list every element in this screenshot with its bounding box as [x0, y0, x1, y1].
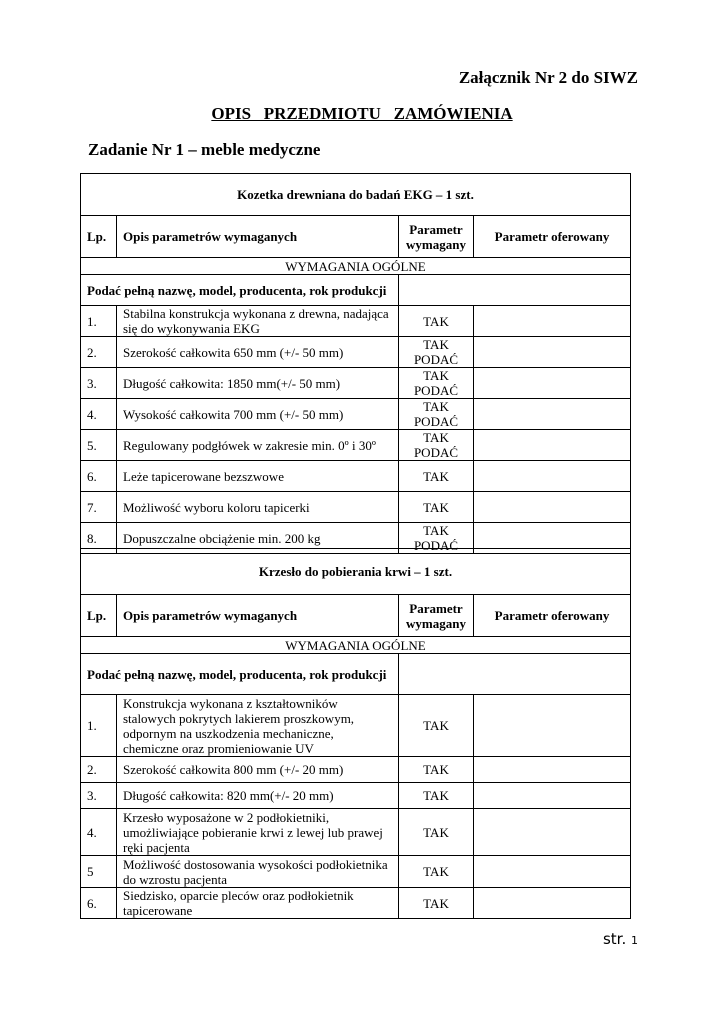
row-lp: 1.: [81, 695, 117, 757]
row-required-value: TAK: [399, 783, 474, 809]
row-required-value: TAK: [399, 461, 474, 492]
row-required-value: TAK: [399, 492, 474, 523]
row-lp: 4.: [81, 399, 117, 430]
col-header-required: Parametr wymagany: [399, 216, 474, 258]
table-row: [81, 368, 631, 399]
row-lp: 4.: [81, 809, 117, 856]
document-title: OPIS PRZEDMIOTU ZAMÓWIENIA: [211, 104, 513, 123]
row-description: Dopuszczalne obciążenie min. 200 kg: [117, 523, 399, 554]
row-lp: 6.: [81, 461, 117, 492]
row-description: Szerokość całkowita 800 mm (+/- 20 mm): [117, 757, 399, 783]
col-header-lp: Lp.: [81, 595, 117, 637]
table-row: [81, 492, 631, 523]
table-row: [81, 856, 631, 888]
requirements-table-krzeslo: [80, 548, 631, 919]
table-row: [81, 809, 631, 856]
row-offered-value[interactable]: [474, 695, 631, 757]
row-required-value: TAK PODAĆ: [399, 523, 474, 554]
row-offered-value[interactable]: [474, 888, 631, 919]
row-offered-value[interactable]: [474, 757, 631, 783]
row-required-value: TAK: [399, 695, 474, 757]
row-lp: 2.: [81, 337, 117, 368]
col-header-offered: Parametr oferowany: [474, 595, 631, 637]
table-row: [81, 399, 631, 430]
section-title: Kozetka drewniana do badań EKG – 1 szt.: [81, 174, 631, 216]
row-description: Konstrukcja wykonana z kształtowników stalowych pokrytych lakierem proszkowym, odpornym na uszkodzenia mechaniczne, chemiczne oraz promieniowanie UV: [117, 695, 399, 757]
row-lp: 8.: [81, 523, 117, 554]
requirements-table-kozetka: [80, 173, 631, 554]
row-offered-value[interactable]: [474, 306, 631, 337]
attachment-label: Załącznik Nr 2 do SIWZ: [458, 68, 638, 87]
row-lp: 7.: [81, 492, 117, 523]
row-description: Możliwość dostosowania wysokości podłokietnika do wzrostu pacjenta: [117, 856, 399, 888]
general-requirements-label: WYMAGANIA OGÓLNE: [81, 637, 631, 654]
section-title: Krzesło do pobierania krwi – 1 szt.: [81, 549, 631, 595]
row-description: Wysokość całkowita 700 mm (+/- 50 mm): [117, 399, 399, 430]
row-lp: 2.: [81, 757, 117, 783]
page-prefix: str.: [602, 930, 627, 948]
row-offered-value[interactable]: [474, 783, 631, 809]
row-description: Regulowany podgłówek w zakresie min. 0º i 30º: [117, 430, 399, 461]
task-heading: Zadanie Nr 1 – meble medyczne: [88, 140, 321, 159]
table-row: [81, 461, 631, 492]
provide-details-value[interactable]: [399, 275, 631, 306]
row-offered-value[interactable]: [474, 337, 631, 368]
row-offered-value[interactable]: [474, 809, 631, 856]
row-offered-value[interactable]: [474, 430, 631, 461]
row-lp: 5.: [81, 430, 117, 461]
row-description: Długość całkowita: 820 mm(+/- 20 mm): [117, 783, 399, 809]
general-requirements-label: WYMAGANIA OGÓLNE: [81, 258, 631, 275]
table-row: [81, 430, 631, 461]
table-row: [81, 783, 631, 809]
col-header-desc: Opis parametrów wymaganych: [117, 595, 399, 637]
table-row: [81, 337, 631, 368]
row-lp: 3.: [81, 368, 117, 399]
row-offered-value[interactable]: [474, 399, 631, 430]
provide-details-value[interactable]: [399, 654, 631, 695]
provide-details-label: Podać pełną nazwę, model, producenta, rok produkcji: [81, 275, 399, 306]
row-lp: 6.: [81, 888, 117, 919]
col-header-required: Parametr wymagany: [399, 595, 474, 637]
provide-details-label: Podać pełną nazwę, model, producenta, rok produkcji: [81, 654, 399, 695]
row-required-value: TAK: [399, 306, 474, 337]
row-required-value: TAK: [399, 856, 474, 888]
row-required-value: TAK PODAĆ: [399, 430, 474, 461]
table-row: [81, 888, 631, 919]
row-required-value: TAK PODAĆ: [399, 337, 474, 368]
row-lp: 1.: [81, 306, 117, 337]
col-header-desc: Opis parametrów wymaganych: [117, 216, 399, 258]
row-offered-value[interactable]: [474, 368, 631, 399]
row-required-value: TAK PODAĆ: [399, 368, 474, 399]
row-description: Siedzisko, oparcie pleców oraz podłokietnik tapicerowane: [117, 888, 399, 919]
row-description: Leże tapicerowane bezszwowe: [117, 461, 399, 492]
col-header-offered: Parametr oferowany: [474, 216, 631, 258]
row-required-value: TAK PODAĆ: [399, 399, 474, 430]
row-required-value: TAK: [399, 809, 474, 856]
row-description: Możliwość wyboru koloru tapicerki: [117, 492, 399, 523]
page-number: [603, 930, 638, 948]
row-offered-value[interactable]: [474, 856, 631, 888]
table-row: [81, 757, 631, 783]
row-description: Krzesło wyposażone w 2 podłokietniki, umożliwiające pobieranie krwi z lewej lub prawej ręki pacjenta: [117, 809, 399, 856]
row-offered-value[interactable]: [474, 492, 631, 523]
row-required-value: TAK: [399, 888, 474, 919]
row-lp: 5: [81, 856, 117, 888]
row-description: Długość całkowita: 1850 mm(+/- 50 mm): [117, 368, 399, 399]
row-description: Szerokość całkowita 650 mm (+/- 50 mm): [117, 337, 399, 368]
col-header-lp: Lp.: [81, 216, 117, 258]
row-lp: 3.: [81, 783, 117, 809]
page-num: 1: [631, 934, 638, 947]
row-description: Stabilna konstrukcja wykonana z drewna, nadająca się do wykonywania EKG: [117, 306, 399, 337]
table-row: [81, 695, 631, 757]
row-offered-value[interactable]: [474, 461, 631, 492]
table-row: [81, 306, 631, 337]
row-required-value: TAK: [399, 757, 474, 783]
